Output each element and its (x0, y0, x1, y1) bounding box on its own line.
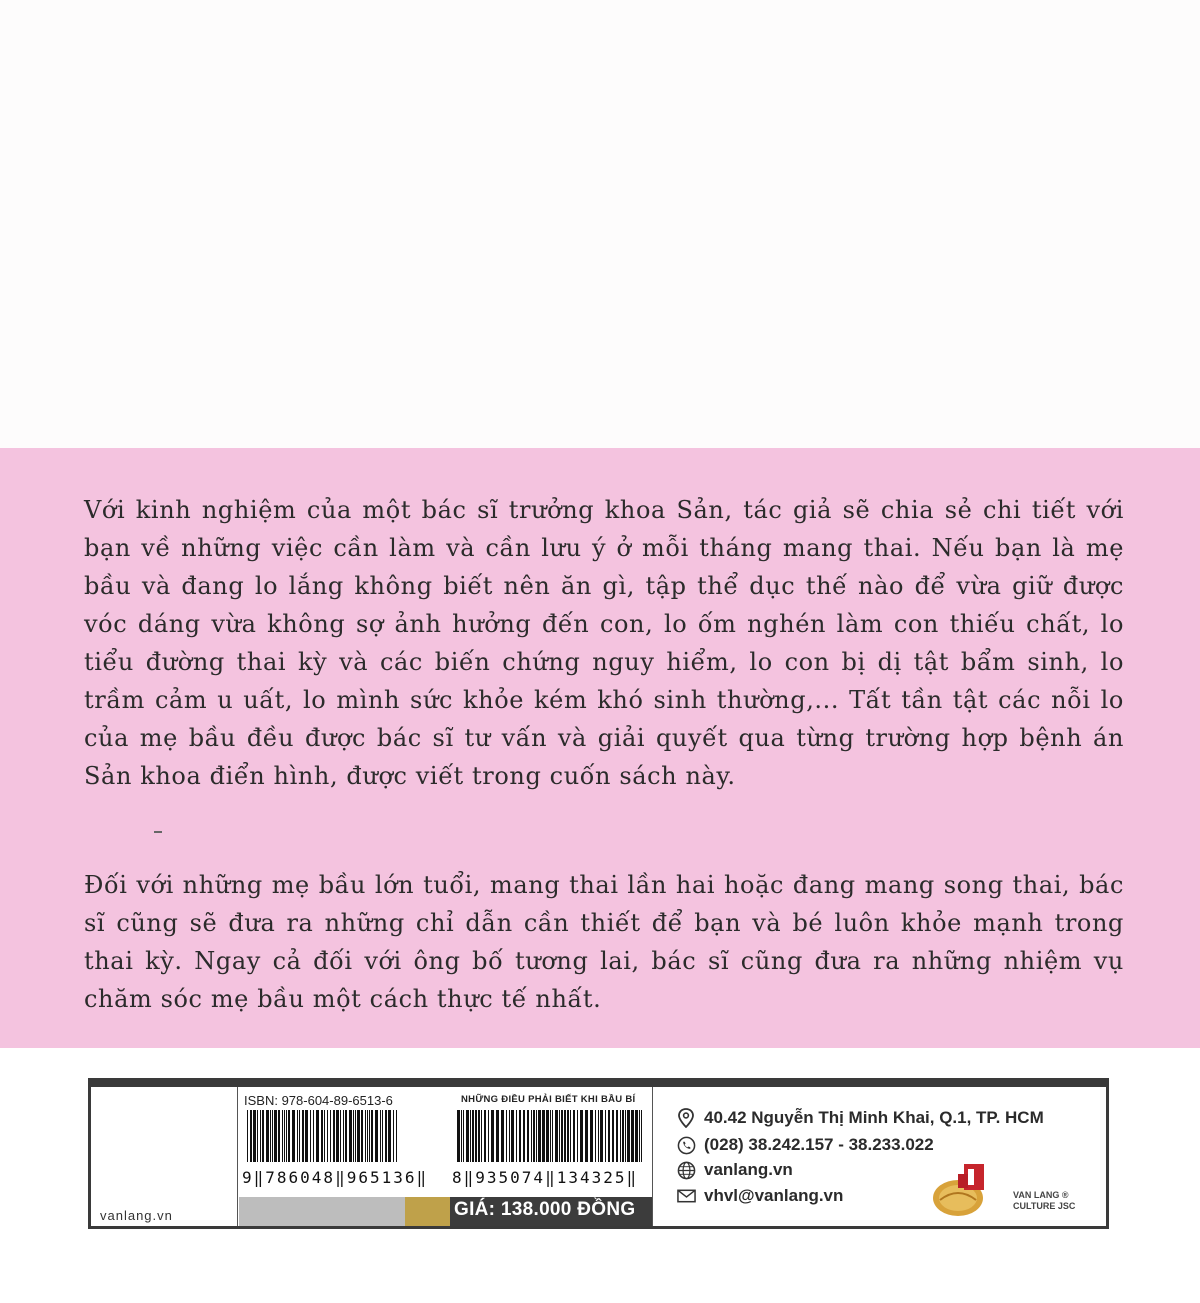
barcode-bar (393, 1110, 394, 1162)
globe-icon (676, 1160, 696, 1180)
barcode-bar (369, 1110, 370, 1162)
box-divider (237, 1087, 238, 1226)
contact-phone (676, 1135, 934, 1155)
barcode-bar (616, 1110, 618, 1162)
barcode-bar (361, 1110, 363, 1162)
description-paragraph-1: Với kinh nghiệm của một bác sĩ trưởng khoa Sản, tác giả sẽ chia sẻ chi tiết với bạn về những việc cần làm và cần lưu ý ở mỗi tháng mang thai. Nếu bạn là mẹ bầu và đang lo lắng không biết nên ăn gì, tập thể dục thế nào để vừa giữ được vóc dáng vừa không sợ ảnh hưởng đến con, lo ốm nghén làm con thiếu chất, lo tiểu đường thai kỳ và các biến chứng nguy hiểm, lo con bị dị tật bẩm sinh, lo trầm cảm u uất, lo mình sức khỏe kém khó sinh thường,... Tất tần tật các nỗi lo của mẹ bầu đều được bác sĩ tư vấn và giải quyết qua từng trường hợp bệnh án Sản khoa điển hình, được viết trong cuốn sách này. (84, 496, 1124, 790)
barcode-bar (542, 1110, 545, 1162)
barcode-bar (491, 1110, 494, 1162)
barcode-bar (313, 1110, 314, 1162)
barcode-bar (357, 1110, 360, 1162)
barcode-bar (519, 1110, 521, 1162)
barcode-bar (550, 1110, 551, 1162)
barcode-bar (336, 1110, 339, 1162)
barcode-bar (478, 1110, 480, 1162)
barcode-bar (353, 1110, 354, 1162)
barcode-bar (463, 1110, 464, 1162)
isbn-label: ISBN: 978-604-89-6513-6 (244, 1093, 393, 1108)
description-paragraph-2: Đối với những mẹ bầu lớn tuổi, mang thai lần hai hoặc đang mang song thai, bác sĩ cũng sẽ đưa ra những chỉ dẫn cần thiết để bạn và bé luôn khỏe mạnh trong thai kỳ. Ngay cả đối với ông bố tương lai, bác sĩ cũng đưa ra những nhiệm vụ chăm sóc mẹ bầu một cách thực tế nhất. (84, 871, 1124, 1013)
barcode-bar (260, 1110, 261, 1162)
barcode-bar (466, 1110, 469, 1162)
address-text: 40.42 Nguyễn Thị Minh Khai, Q.1, TP. HCM (704, 1108, 1044, 1127)
barcode-bar (585, 1110, 588, 1162)
location-pin-icon (676, 1108, 696, 1128)
barcode-bar (622, 1110, 624, 1162)
barcode-bar (577, 1110, 578, 1162)
barcode-bar (523, 1110, 525, 1162)
barcode-bar (274, 1110, 277, 1162)
barcode-bar (375, 1110, 378, 1162)
barcode-bar (573, 1110, 575, 1162)
barcode-bar (600, 1110, 603, 1162)
barcode-bar (570, 1110, 571, 1162)
contact-email (676, 1186, 843, 1206)
barcode-bar (250, 1110, 252, 1162)
barcode-bar (461, 1110, 462, 1162)
barcode-bar (511, 1110, 514, 1162)
barcode-bar (316, 1110, 319, 1162)
barcode-bar (288, 1110, 290, 1162)
barcode-bar (343, 1110, 344, 1162)
product-barcode-number: 8‖935074‖134325‖ (452, 1168, 639, 1187)
barcode-bar (488, 1110, 489, 1162)
barcode-bar (475, 1110, 477, 1162)
barcode-bar (552, 1110, 553, 1162)
barcode-bar (380, 1110, 381, 1162)
barcode-bar (625, 1110, 626, 1162)
barcode-bar (278, 1110, 280, 1162)
barcode-bar (564, 1110, 566, 1162)
barcode-bar (333, 1110, 335, 1162)
barcode-bar (608, 1110, 610, 1162)
contact-address (676, 1108, 1044, 1128)
barcode-bar (299, 1110, 300, 1162)
barcode-bar (598, 1110, 599, 1162)
barcode-bar (559, 1110, 560, 1162)
phone-text: (028) 38.242.157 - 38.233.022 (704, 1135, 934, 1154)
barcode-bar (555, 1110, 558, 1162)
barcode-bar (627, 1110, 630, 1162)
phone-icon (676, 1135, 696, 1155)
barcode-bar (590, 1110, 593, 1162)
web-text: vanlang.vn (704, 1160, 793, 1179)
website-label: vanlang.vn (100, 1208, 173, 1223)
barcode-bar (305, 1110, 308, 1162)
barcode-bar (496, 1110, 499, 1162)
barcode-bar (580, 1110, 583, 1162)
barcode-bar (270, 1110, 271, 1162)
barcode-bar (345, 1110, 347, 1162)
barcode-bar (321, 1110, 323, 1162)
publisher-name (1013, 1190, 1075, 1212)
barcode-bar (253, 1110, 256, 1162)
barcode-bar (635, 1110, 638, 1162)
barcode-bar (533, 1110, 535, 1162)
barcode-bar (509, 1110, 510, 1162)
barcode-bar (355, 1110, 356, 1162)
barcode-bar (284, 1110, 285, 1162)
barcode-bar (257, 1110, 258, 1162)
barcode-bar (631, 1110, 634, 1162)
barcode-bar (330, 1110, 331, 1162)
top-blank-area (0, 0, 1200, 448)
barcode-bar (349, 1110, 352, 1162)
gold-strip (405, 1197, 450, 1226)
barcode-bar (620, 1110, 621, 1162)
barcode-bar (457, 1110, 460, 1162)
barcode-bar (641, 1110, 642, 1162)
divider-mark (154, 831, 162, 833)
barcode-bar (506, 1110, 507, 1162)
barcode-bar (567, 1110, 569, 1162)
barcode-bar (527, 1110, 529, 1162)
barcode-bar (470, 1110, 471, 1162)
barcode-bar (385, 1110, 387, 1162)
barcode-bar (382, 1110, 383, 1162)
grey-strip (239, 1197, 405, 1226)
barcode-bar (605, 1110, 606, 1162)
van-lang-logo (928, 1160, 998, 1218)
barcode-bar (371, 1110, 373, 1162)
publisher-name-line1: VAN LANG ® (1013, 1190, 1069, 1200)
barcode-bar (484, 1110, 486, 1162)
barcode-bar (595, 1110, 596, 1162)
barcode-bar (310, 1110, 311, 1162)
barcode-bar (272, 1110, 273, 1162)
contact-web (676, 1160, 793, 1180)
price-label: GIÁ: 138.000 ĐỒNG (454, 1199, 636, 1220)
barcode-bar (247, 1110, 248, 1162)
barcode-bar (536, 1110, 537, 1162)
isbn-barcode-number: 9‖786048‖965136‖ (242, 1168, 429, 1187)
barcode-bar (639, 1110, 640, 1162)
barcode-bar (472, 1110, 474, 1162)
barcode-bar (324, 1110, 325, 1162)
description-band (0, 448, 1200, 1048)
barcode-bar (340, 1110, 341, 1162)
book-title-small: NHỮNG ĐIỀU PHẢI BIẾT KHI BẦU BÍ (461, 1094, 636, 1105)
barcode-bar (396, 1110, 397, 1162)
barcode-bar (266, 1110, 269, 1162)
barcode-bar (561, 1110, 563, 1162)
publisher-name-line2: CULTURE JSC (1013, 1201, 1076, 1211)
barcode-bar (292, 1110, 295, 1162)
barcode-bar (286, 1110, 287, 1162)
product-barcode (456, 1110, 646, 1162)
barcode-bar (388, 1110, 391, 1162)
barcode-bar (282, 1110, 283, 1162)
barcode-bar (365, 1110, 366, 1162)
barcode-bar (546, 1110, 549, 1162)
barcode-bar (531, 1110, 532, 1162)
barcode-bar (262, 1110, 264, 1162)
barcode-bar (297, 1110, 298, 1162)
barcode-bar (538, 1110, 541, 1162)
barcode-bar (481, 1110, 482, 1162)
barcode-bar (516, 1110, 517, 1162)
barcode-bar (367, 1110, 368, 1162)
barcode-bar (302, 1110, 304, 1162)
barcode-bar (612, 1110, 614, 1162)
email-text: vhvl@vanlang.vn (704, 1186, 844, 1205)
barcode-bar (501, 1110, 504, 1162)
box-divider (652, 1087, 653, 1226)
barcode-bar (327, 1110, 328, 1162)
isbn-barcode (246, 1110, 401, 1162)
envelope-icon (676, 1186, 696, 1206)
